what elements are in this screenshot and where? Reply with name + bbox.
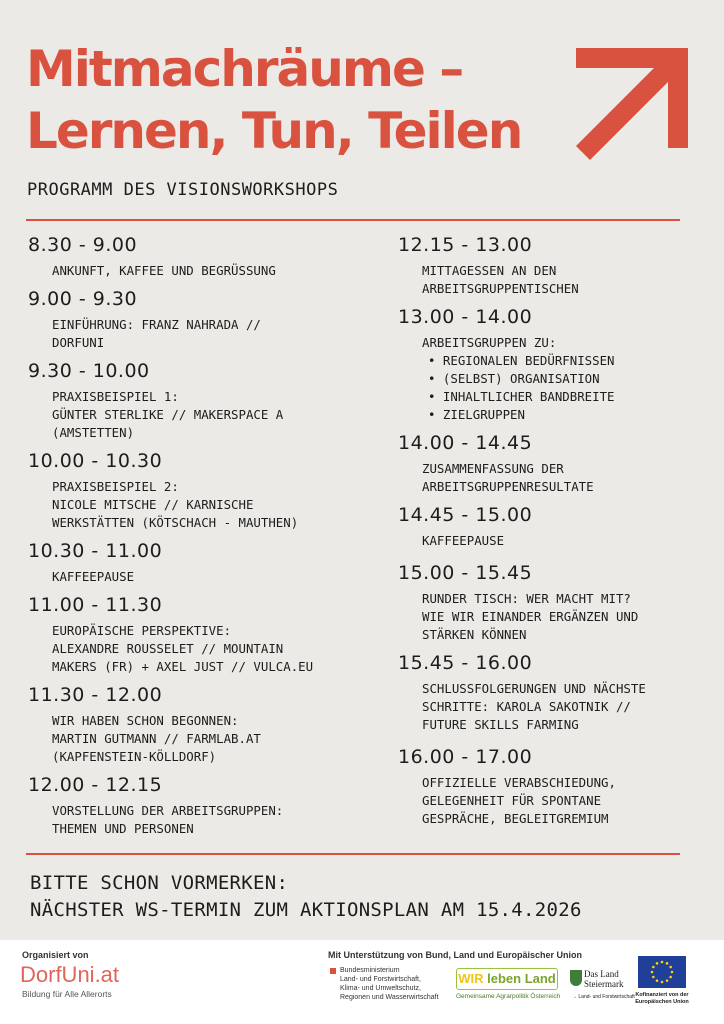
wir-logo-part2: leben Land	[483, 971, 556, 986]
description-line: MITTAGESSEN AN DEN	[422, 263, 557, 278]
description-line: ALEXANDRE ROUSSELET // MOUNTAIN	[52, 641, 284, 656]
slot-time: 9.30 - 10.00	[28, 360, 150, 382]
description-line: (AMSTETTEN)	[52, 425, 135, 440]
ministry-line: Klima- und Umweltschutz,	[340, 985, 421, 992]
eu-line-1: Kofinanziert von der	[635, 992, 689, 998]
slot-time: 10.00 - 10.30	[28, 450, 163, 472]
program-slot	[28, 592, 378, 676]
eu-star-icon	[671, 971, 674, 974]
eu-star-icon	[661, 961, 664, 964]
description-line: ZUSAMMENFASSUNG DER	[422, 461, 564, 476]
eu-line-2: Europäischen Union	[635, 999, 689, 1005]
stmk-subtitle: → Land- und Forstwirtschaft	[572, 994, 635, 1000]
title-line-1: Mitmachräume –	[26, 40, 463, 98]
description-line: KAFFEEPAUSE	[422, 533, 505, 548]
description-line: EINFÜHRUNG: FRANZ NAHRADA //	[52, 317, 261, 332]
program-slot	[28, 286, 378, 352]
eu-cofunded-label	[633, 992, 691, 1006]
eu-star-icon	[666, 962, 669, 965]
austria-flag-icon	[330, 968, 336, 974]
description-line: (KAPFENSTEIN-KÖLLDORF)	[52, 749, 217, 764]
slot-description	[422, 460, 698, 496]
description-line: FUTURE SKILLS FARMING	[422, 717, 579, 732]
eu-star-icon	[669, 966, 672, 969]
description-line: ARBEITSGRUPPENRESULTATE	[422, 479, 594, 494]
description-line: RUNDER TISCH: WER MACHT MIT?	[422, 591, 631, 606]
slot-time: 10.30 - 11.00	[28, 540, 163, 562]
description-line: ANKUNFT, KAFFEE UND BEGRÜSSUNG	[52, 263, 276, 278]
description-line: DORFUNI	[52, 335, 105, 350]
arrow-up-right-icon	[572, 48, 688, 160]
dorfuni-logo: DorfUni.at	[20, 962, 120, 987]
sponsor-footer	[0, 940, 724, 1024]
ministry-logo	[330, 966, 439, 1002]
description-line: KAFFEEPAUSE	[52, 569, 135, 584]
slot-description	[422, 680, 698, 734]
program-slot	[398, 560, 698, 644]
program-slot	[28, 448, 378, 532]
slot-description	[52, 388, 378, 442]
eu-star-icon	[669, 976, 672, 979]
organized-by-label: Organisiert von	[22, 950, 89, 960]
slot-time: 11.30 - 12.00	[28, 684, 163, 706]
program-slot	[398, 744, 698, 828]
page-subtitle: PROGRAMM DES VISIONSWORKSHOPS	[27, 180, 339, 200]
eu-flag-icon	[638, 956, 686, 988]
title-line-2: Lernen, Tun, Teilen	[26, 102, 522, 160]
slot-time: 16.00 - 17.00	[398, 746, 533, 768]
top-divider	[26, 219, 680, 221]
description-line: WERKSTÄTTEN (KÖTSCHACH - MAUTHEN)	[52, 515, 299, 530]
slot-description	[422, 532, 698, 550]
description-line: ARBEITSGRUPPENTISCHEN	[422, 281, 579, 296]
bottom-divider	[26, 853, 680, 855]
slot-time: 14.45 - 15.00	[398, 504, 533, 526]
topic-list	[428, 352, 698, 424]
description-line: EUROPÄISCHE PERSPEKTIVE:	[52, 623, 232, 638]
eu-star-icon	[666, 979, 669, 982]
slot-time: 12.00 - 12.15	[28, 774, 163, 796]
eu-star-icon	[656, 979, 659, 982]
slot-time: 13.00 - 14.00	[398, 306, 533, 328]
program-slot	[398, 430, 698, 496]
ministry-line: Bundesministerium	[340, 967, 400, 974]
page-title	[26, 38, 521, 162]
program-slot	[398, 304, 698, 424]
topic-list-item: • (SELBST) ORGANISATION	[428, 370, 698, 388]
support-label: Mit Unterstützung von Bund, Land und Europäischer Union	[328, 950, 582, 960]
description-line: GELEGENHEIT FÜR SPONTANE	[422, 793, 602, 808]
slot-time: 15.00 - 15.45	[398, 562, 533, 584]
description-line: WIE WIR EINANDER ERGÄNZEN UND	[422, 609, 639, 624]
slot-description	[422, 262, 698, 298]
program-column-right	[398, 232, 698, 834]
notice-line-1: BITTE SCHON VORMERKEN:	[30, 872, 289, 894]
slot-description	[52, 478, 378, 532]
program-slot	[28, 232, 378, 280]
topic-list-item: • REGIONALEN BEDÜRFNISSEN	[428, 352, 698, 370]
ministry-line: Land- und Forstwirtschaft,	[340, 976, 421, 983]
slot-time: 12.15 - 13.00	[398, 234, 533, 256]
steiermark-crest-icon	[570, 970, 582, 986]
ministry-line: Regionen und Wasserwirtschaft	[340, 994, 439, 1001]
slot-time: 8.30 - 9.00	[28, 234, 138, 256]
program-slot	[28, 772, 378, 838]
program-slot	[28, 682, 378, 766]
program-slot	[28, 538, 378, 586]
description-line: GESPRÄCHE, BEGLEITGREMIUM	[422, 811, 609, 826]
description-line: STÄRKEN KÖNNEN	[422, 627, 527, 642]
notice-line-2: NÄCHSTER WS-TERMIN ZUM AKTIONSPLAN AM 15.4.2026	[30, 899, 582, 921]
slot-description	[52, 568, 378, 586]
slot-time: 14.00 - 14.45	[398, 432, 533, 454]
description-line: VORSTELLUNG DER ARBEITSGRUPPEN:	[52, 803, 284, 818]
topic-list-item: • INHALTLICHER BANDBREITE	[428, 388, 698, 406]
slot-description	[52, 802, 378, 838]
program-column-left	[28, 232, 378, 844]
topic-list-item: • ZIELGRUPPEN	[428, 406, 698, 424]
program-slot	[28, 358, 378, 442]
program-slot	[398, 650, 698, 734]
description-line: MAKERS (FR) + AXEL JUST // VULCA.EU	[52, 659, 314, 674]
slot-description	[52, 622, 378, 676]
slot-description	[422, 774, 698, 828]
slot-description	[52, 712, 378, 766]
eu-star-icon	[661, 981, 664, 984]
eu-star-icon	[652, 976, 655, 979]
description-line: PRAXISBEISPIEL 1:	[52, 389, 179, 404]
eu-star-icon	[652, 966, 655, 969]
wir-logo-part1: WIR	[458, 971, 484, 986]
slot-description	[52, 262, 378, 280]
stmk-line-2: Steiermark	[584, 979, 624, 989]
wir-leben-land-logo	[456, 968, 558, 990]
description-line: NICOLE MITSCHE // KARNISCHE	[52, 497, 254, 512]
description-line: OFFIZIELLE VERABSCHIEDUNG,	[422, 775, 616, 790]
description-line: SCHLUSSFOLGERUNGEN UND NÄCHSTE	[422, 681, 646, 696]
description-line: PRAXISBEISPIEL 2:	[52, 479, 179, 494]
wir-logo-subtitle: Gemeinsame Agrarpolitik Österreich	[456, 993, 561, 1000]
description-line: ARBEITSGRUPPEN ZU:	[422, 335, 557, 350]
dorfuni-tagline: Bildung für Alle Allerorts	[22, 989, 112, 999]
description-line: GÜNTER STERLIKE // MAKERSPACE A	[52, 407, 284, 422]
program-slot	[398, 232, 698, 298]
slot-description	[422, 590, 698, 644]
slot-description	[422, 334, 698, 424]
slot-time: 9.00 - 9.30	[28, 288, 138, 310]
eu-star-icon	[656, 962, 659, 965]
description-line: SCHRITTE: KAROLA SAKOTNIK //	[422, 699, 631, 714]
save-the-date-notice	[30, 870, 582, 924]
slot-description	[52, 316, 378, 352]
stmk-line-1: Das Land	[584, 969, 619, 979]
slot-time: 11.00 - 11.30	[28, 594, 163, 616]
description-line: MARTIN GUTMANN // FARMLAB.AT	[52, 731, 261, 746]
description-line: WIR HABEN SCHON BEGONNEN:	[52, 713, 239, 728]
steiermark-logo	[570, 968, 635, 1002]
slot-time: 15.45 - 16.00	[398, 652, 533, 674]
program-slot	[398, 502, 698, 550]
description-line: THEMEN UND PERSONEN	[52, 821, 194, 836]
eu-star-icon	[651, 971, 654, 974]
